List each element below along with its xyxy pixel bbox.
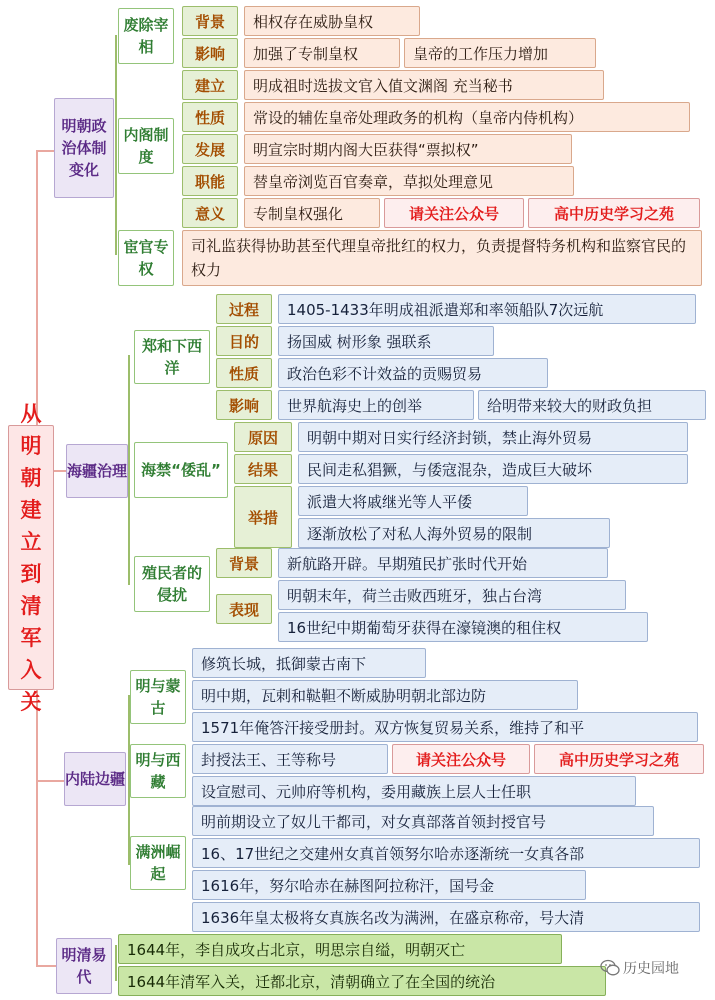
row-label: 表现 [216, 594, 272, 624]
row-label: 职能 [182, 166, 238, 196]
content-box: 专制皇权强化 [244, 198, 380, 228]
content-box: 加强了专制皇权 [244, 38, 400, 68]
row-label: 影响 [182, 38, 238, 68]
row-label: 性质 [182, 102, 238, 132]
content-box: 扬国威 树形象 强联系 [278, 326, 494, 356]
row-label: 发展 [182, 134, 238, 164]
content-box: 封授法王、王等称号 [192, 744, 388, 774]
row-label: 结果 [234, 454, 292, 484]
row-label: 性质 [216, 358, 272, 388]
content-box: 司礼监获得协助甚至代理皇帝批红的权力，负责提督特务机构和监察官民的权力 [182, 230, 702, 286]
subtopic: 殖民者的侵扰 [134, 556, 210, 612]
row-label: 背景 [216, 548, 272, 578]
content-box: 设宣慰司、元帅府等机构，委用藏族上层人士任职 [192, 776, 636, 806]
row-label: 建立 [182, 70, 238, 100]
content-box: 皇帝的工作压力增加 [404, 38, 596, 68]
content-box: 民间走私猖獗，与倭寇混杂，造成巨大破坏 [298, 454, 688, 484]
connector [36, 965, 56, 967]
wechat-icon [600, 959, 620, 977]
promo-badge: 请关注公众号 [392, 744, 530, 774]
section-title: 内陆边疆 [64, 752, 126, 806]
row-label: 原因 [234, 422, 292, 452]
row-label: 意义 [182, 198, 238, 228]
watermark-text: 历史园地 [623, 961, 679, 977]
content-box: 派遣大将戚继光等人平倭 [298, 486, 528, 516]
row-label: 影响 [216, 390, 272, 420]
content-box: 1644年，李自成攻占北京，明思宗自缢，明朝灭亡 [118, 934, 562, 964]
subtopic: 宦官专权 [118, 230, 174, 286]
subtopic: 郑和下西洋 [134, 330, 210, 384]
content-box: 1405-1433年明成祖派遣郑和率领船队7次远航 [278, 294, 696, 324]
content-box: 替皇帝浏览百官奏章，草拟处理意见 [244, 166, 574, 196]
content-box: 明前期设立了奴儿干都司，对女真部落首领封授官号 [192, 806, 654, 836]
root-topic: 从明朝建立到清军入关 [8, 425, 54, 690]
content-box: 1616年，努尔哈赤在赫图阿拉称汗，国号金 [192, 870, 586, 900]
content-box: 给明带来较大的财政负担 [478, 390, 706, 420]
content-box: 世界航海史上的创举 [278, 390, 474, 420]
content-box: 常设的辅佐皇帝处理政务的机构（皇帝内侍机构） [244, 102, 690, 132]
promo-badge: 高中历史学习之苑 [534, 744, 704, 774]
subtopic: 明与蒙古 [130, 670, 186, 724]
content-box: 1571年俺答汗接受册封。双方恢复贸易关系，维持了和平 [192, 712, 698, 742]
subtopic: 内阁制度 [118, 118, 174, 174]
section-title: 明清易代 [56, 938, 112, 994]
content-box: 明成祖时选拔文官入值文渊阁 充当秘书 [244, 70, 604, 100]
content-box: 逐渐放松了对私人海外贸易的限制 [298, 518, 610, 548]
connector [128, 355, 130, 585]
row-label: 过程 [216, 294, 272, 324]
content-box: 修筑长城，抵御蒙古南下 [192, 648, 426, 678]
subtopic: 废除宰相 [118, 8, 174, 64]
content-box: 明宣宗时期内阁大臣获得“票拟权” [244, 134, 572, 164]
promo-badge: 请关注公众号 [384, 198, 524, 228]
content-box: 明朝中期对日实行经济封锁，禁止海外贸易 [298, 422, 688, 452]
section-title: 明朝政治体制变化 [54, 98, 114, 198]
subtopic: 满洲崛起 [130, 836, 186, 890]
connector [115, 35, 117, 255]
promo-badge: 高中历史学习之苑 [528, 198, 700, 228]
section-title: 海疆治理 [66, 444, 128, 498]
content-box: 1644年清军入关，迁都北京，清朝确立了在全国的统治 [118, 966, 606, 996]
watermark [600, 958, 679, 978]
row-label: 背景 [182, 6, 238, 36]
content-box: 明中期，瓦剌和鞑靼不断威胁明朝北部边防 [192, 680, 578, 710]
subtopic: 海禁“倭乱” [134, 442, 228, 498]
connector [115, 945, 117, 981]
content-box: 16、17世纪之交建州女真首领努尔哈赤逐渐统一女真各部 [192, 838, 700, 868]
content-box: 明朝末年，荷兰击败西班牙，独占台湾 [278, 580, 626, 610]
content-box: 新航路开辟。早期殖民扩张时代开始 [278, 548, 608, 578]
row-label: 目的 [216, 326, 272, 356]
content-box: 政治色彩不计效益的贡赐贸易 [278, 358, 548, 388]
connector [36, 780, 64, 782]
content-box: 1636年皇太极将女真族名改为满洲，在盛京称帝，号大清 [192, 902, 700, 932]
content-box: 16世纪中期葡萄牙获得在濠镜澳的租住权 [278, 612, 648, 642]
row-label: 举措 [234, 486, 292, 548]
subtopic: 明与西藏 [130, 744, 186, 798]
connector [36, 150, 54, 152]
content-box: 相权存在威胁皇权 [244, 6, 420, 36]
